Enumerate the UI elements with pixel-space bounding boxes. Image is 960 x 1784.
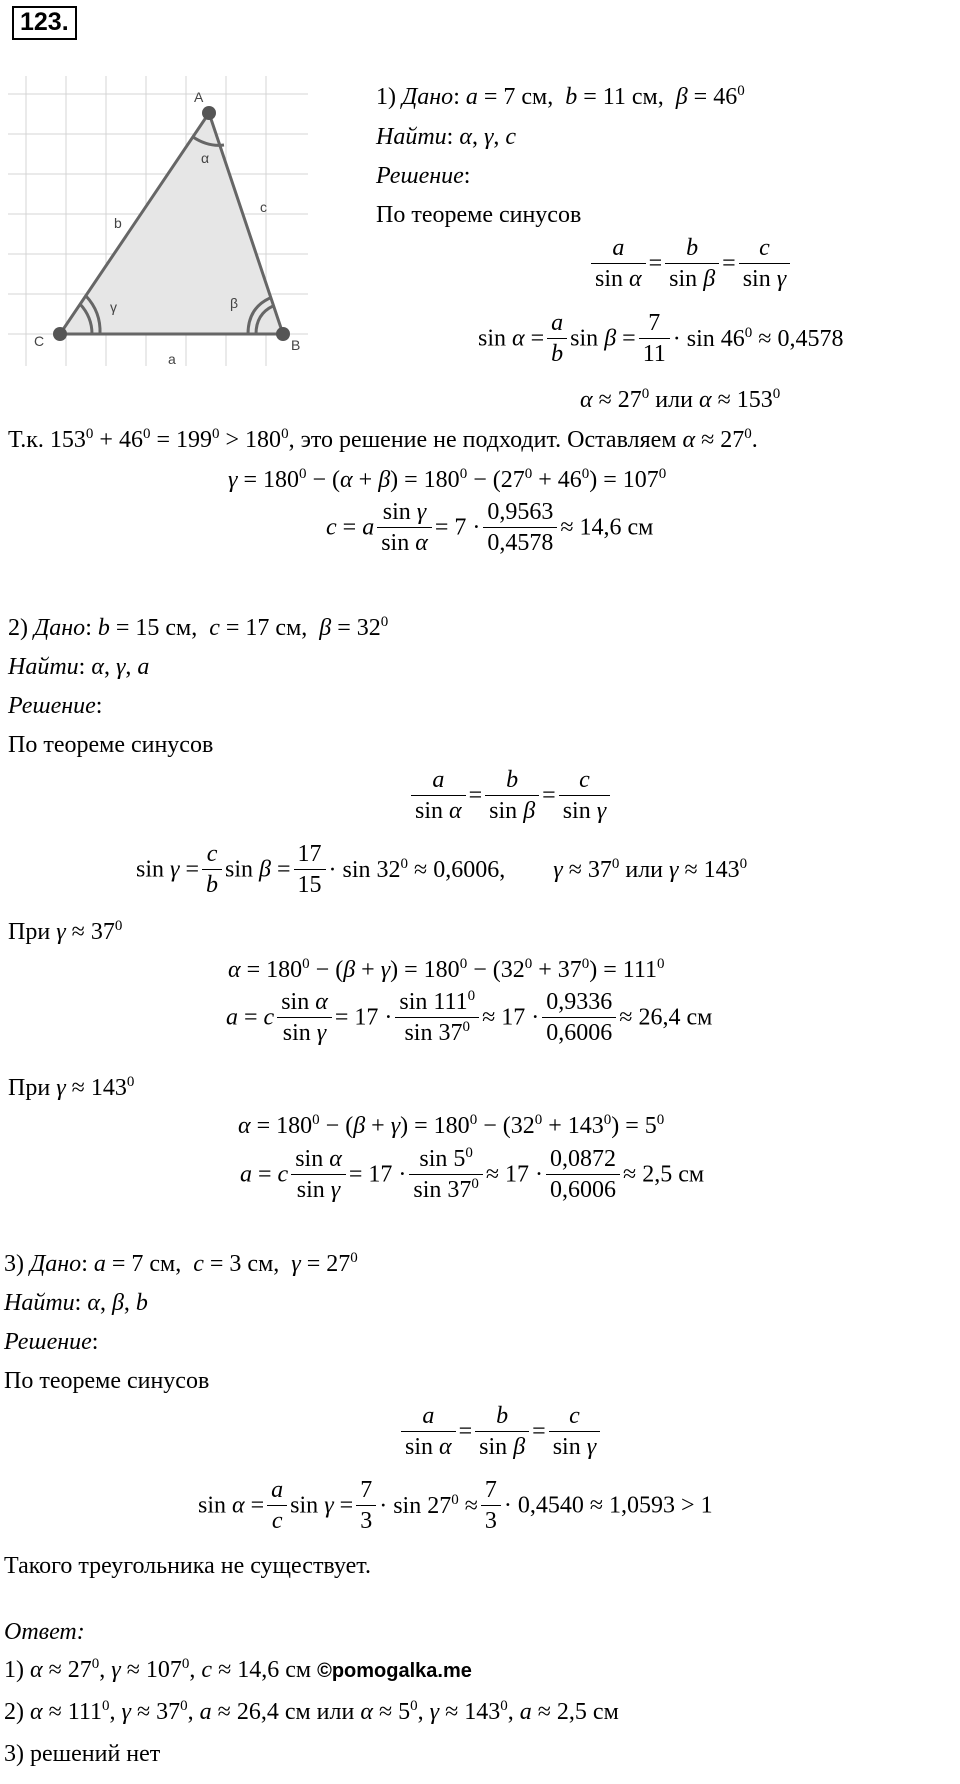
part1-method: По теореме синусов (376, 202, 582, 228)
part1-gamma: $\gamma = 180^0 - (\alpha + \beta) = 180^0 - (27^0 + 46^0) = 107^0$ (228, 466, 667, 493)
part2-case1-alpha: $\alpha = 180^0 - (\beta + \gamma) = 180^0 - (32^0 + 37^0) = 111^0$ (228, 956, 665, 983)
part2-sine-law: $\frac{a}{\text{sin α}}$ = $\frac{b}{\text{sin β}}$ = $\frac{c}{\text{sin γ}}$ (408, 768, 613, 823)
side-b-label: b (114, 215, 122, 231)
part1-note: Т.к. $153^0 + 46^0 = 199^0 > 180^0$, это решение не подходит. Оставляем $\alpha \approx 27^0$. (8, 426, 758, 453)
angle-alpha-label: α (201, 150, 210, 166)
part2-solution-label: Решение: (8, 693, 103, 719)
part2-step1: sin γ = $\frac{c}{b}$ sin β = $\frac{17}{15}$ · $\sin 32^0 \approx 0,6006$, $\gamma \approx 37^0$ или $\gamma \approx 143^0$ (136, 841, 748, 898)
problem-number: 123. (12, 6, 77, 40)
angle-beta-label: β (230, 295, 239, 311)
triangle-figure (8, 76, 308, 366)
part1-solution-label: Решение: (376, 163, 471, 189)
part2-given: 2) Дано: b = 15 см, c = 17 см, $\beta = 32^0$ (8, 614, 389, 641)
triangle-shape (60, 113, 283, 334)
watermark: ©pomogalka.me (317, 1660, 472, 1682)
answer-line2: 2) $\alpha \approx 111^0$, $\gamma \approx 37^0$, a ≈ 26,4 см или $\alpha \approx 5^0$, $\gamma \approx 143^0$, a ≈ 2,5 см (4, 1698, 619, 1725)
part2-case2-head: При $\gamma \approx 143^0$ (8, 1074, 135, 1101)
part1-step2: $\alpha \approx 27^0$ или $\alpha \approx 153^0$ (580, 386, 781, 413)
side-a-label: a (168, 351, 176, 366)
part2-method: По теореме синусов (8, 732, 214, 758)
part3-step1: sin α = $\frac{a}{c}$ sin γ = $\frac{7}{3}$ · $\sin 27^0$ ≈ $\frac{7}{3}$ · 0,4540 ≈ 1,0593 > 1 (198, 1477, 713, 1534)
part3-solution-label: Решение: (4, 1329, 99, 1355)
part2-find: Найти: α, γ, a (8, 654, 150, 680)
vertex-b-label: B (291, 337, 301, 353)
part2-case1-a: a = c $\frac{\text{sin α}}{\text{sin γ}}$ = 17 · $\frac{\sin 111^0}{\sin 37^0}$ ≈ 17 · $\frac{0,9336}{0,6006}$ ≈ 26,4 см (226, 988, 713, 1046)
part1-find: Найти: α, γ, c (376, 124, 517, 150)
answer-line1: 1) $\alpha \approx 27^0$, $\gamma \approx 107^0$, c ≈ 14,6 см ©pomogalka.me (4, 1656, 472, 1683)
answer-heading: Ответ: (4, 1619, 85, 1645)
part3-conclusion: Такого треугольника не существует. (4, 1553, 371, 1579)
part2-case2-a: a = c $\frac{\text{sin α}}{\text{sin γ}}$ = 17 · $\frac{\sin 5^0}{\sin 37^0}$ ≈ 17 · $\frac{0,0872}{0,6006}$ ≈ 2,5 см (240, 1145, 705, 1203)
vertex-c-label: C (34, 333, 45, 349)
part1-sine-law: $\frac{a}{\text{sin α}}$ = $\frac{b}{\text{sin β}}$ = $\frac{c}{\text{sin γ}}$ (588, 236, 793, 291)
part1-given: 1) Дано: a = 7 см, b = 11 см, $\beta = 46^0$ (376, 83, 745, 110)
part3-method: По теореме синусов (4, 1368, 210, 1394)
part2-case2-alpha: $\alpha = 180^0 - (\beta + \gamma) = 180^0 - (32^0 + 143^0) = 5^0$ (238, 1112, 665, 1139)
angle-gamma-label: γ (110, 299, 117, 315)
part1-c-calc: c = a $\frac{\text{sin γ}}{\text{sin α}}$ = 7 · $\frac{0,9563}{0,4578}$ ≈ 14,6 см (326, 499, 654, 556)
part2-case1-head: При $\gamma \approx 37^0$ (8, 918, 123, 945)
part3-sine-law: $\frac{a}{\text{sin α}}$ = $\frac{b}{\text{sin β}}$ = $\frac{c}{\text{sin γ}}$ (398, 1404, 603, 1459)
part3-find: Найти: α, β, b (4, 1290, 148, 1316)
side-c-label: c (260, 199, 267, 215)
answer-line3: 3) решений нет (4, 1741, 161, 1767)
part3-given: 3) Дано: a = 7 см, c = 3 см, $\gamma = 27^0$ (4, 1250, 358, 1277)
vertex-a-label: A (194, 89, 204, 105)
part1-step1: sin α = $\frac{a}{b}$ sin β = $\frac{7}{11}$ · $\sin 46^0 \approx 0,4578$ (478, 310, 844, 367)
